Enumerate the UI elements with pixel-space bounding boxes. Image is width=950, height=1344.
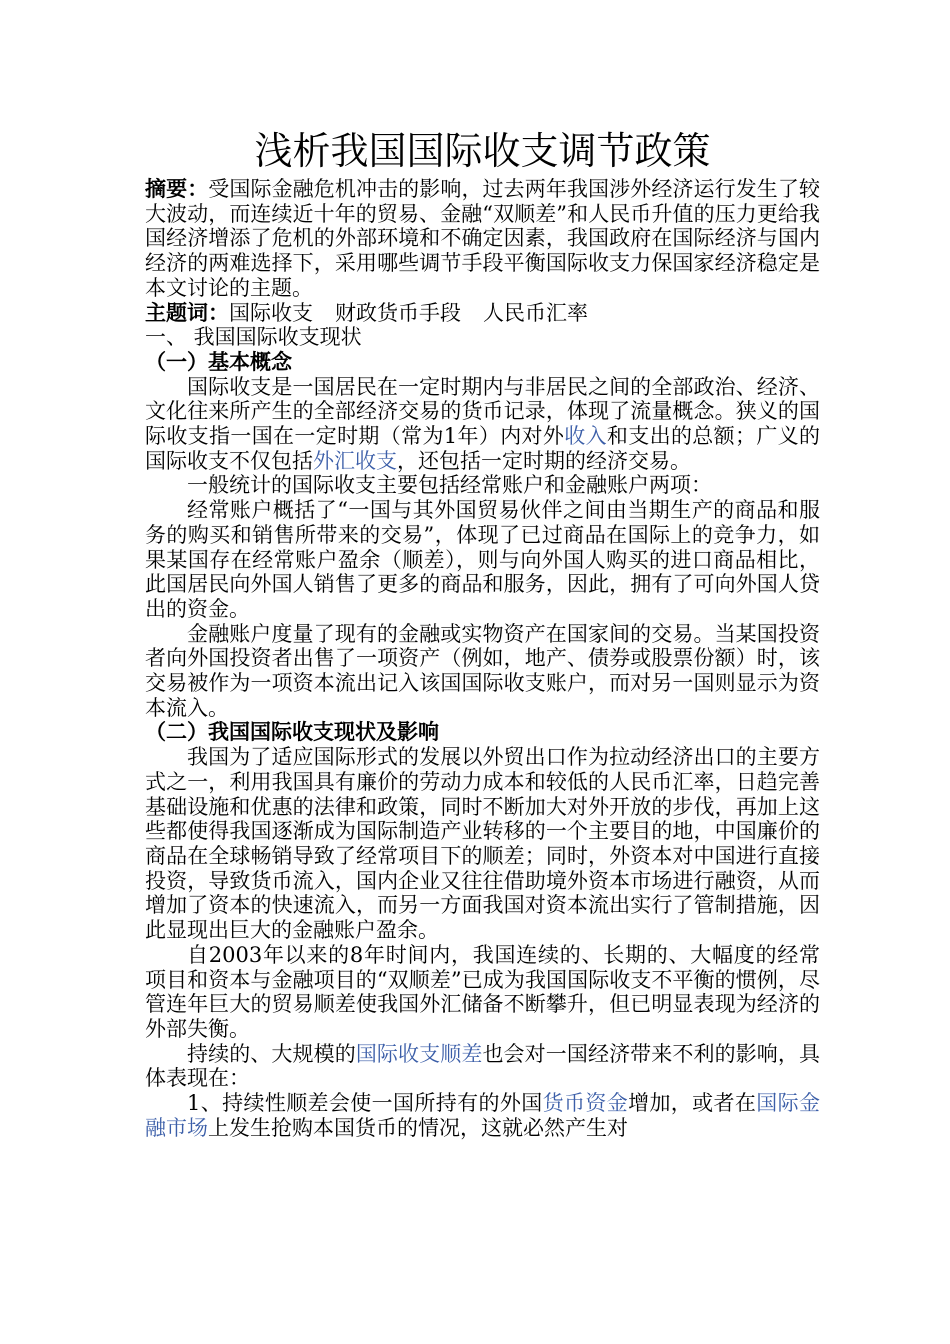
link-intl-financial-market[interactable]: 国际金融市场 [145,1091,821,1140]
document-page [145,125,820,1140]
paragraph: 我国为了适应国际形式的发展以外贸出口作为拉动经济出口的主要方式之一，利用我国具有廉价的劳动力成本和较低的人民币汇率，日趋完善基础设施和优惠的法律和政策，同时不断加大对外开放的步伐，再加上这些都使得我国逐渐成为国际制造产业转移的一个主要目的地，中国廉价的商品在全球畅销导致了经常项目下的顺差；同时，外资本对中国进行直接投资，导致货币流入，国内企业又往往借助境外资本市场进行融资，从而增加了资本的快速流入，而另一方面我国对资本流出实行了管制措施，因此显现出巨大的金融账户盈余。 [145,745,820,943]
abstract-label: 摘要： [145,176,209,201]
paragraph [145,375,820,474]
section-heading-1: 一、 我国国际收支现状 [145,325,362,350]
paragraph-text: 上发生抢购本国货币的情况，这就必然产生对 [208,1115,628,1140]
keywords [145,301,820,326]
paragraph-text: 1、持续性顺差会使一国所持有的外国 [187,1091,543,1116]
paragraph-text: 国际收支是一国居民在一定时期内与非居民之间的全部政治、经济、文化往来所产生的全部经济交易的货币记录，体现了流量概念。狭义的国际收支指一国在一定时期（常为1年）内对外 [145,374,820,449]
keyword-item: 人民币汇率 [483,300,588,325]
paragraph-text: 和支出的总额；广义的国际收支不仅包括 [145,424,821,473]
link-currency-funds[interactable]: 货币资金 [542,1091,629,1116]
paragraph-text: 持续的、大规模的 [187,1041,356,1066]
abstract-text: 受国际金融危机冲击的影响，过去两年我国涉外经济运行发生了较大波动，而连续近十年的贸易、金融“双顺差”和人民币升值的压力更给我国经济增添了危机的外部环境和不确定因素，我国政府在国际经济与国内经济的两难选择下，采用哪些调节手段平衡国际收支力保国家经济稳定是本文讨论的主题。 [145,177,821,300]
abstract [145,177,820,301]
link-bop-surplus[interactable]: 国际收支顺差 [355,1041,483,1066]
paragraph: 一般统计的国际收支主要包括经常账户和金融账户两项： [187,473,712,498]
paragraph: 经常账户概括了“一国与其外国贸易伙伴之间由当期生产的商品和服务的购买和销售所带来的交易”，体现了已过商品在国际上的竞争力，如果某国存在经常账户盈余（顺差），则与向外国人购买的进口商品相比，此国居民向外国人销售了更多的商品和服务，因此，拥有了可向外国人贷出的资金。 [145,498,820,621]
paragraph-text: ，还包括一定时期的经济交易。 [397,448,691,473]
paragraph: 自2003年以来的8年时间内，我国连续的、长期的、大幅度的经常项目和资本与金融项目的“双顺差”已成为我国国际收支不平衡的惯例，尽管连年巨大的贸易顺差使我国外汇储备不断攀升，但已明显表现为经济的外部失衡。 [145,942,820,1041]
paragraph [145,1091,820,1140]
keyword-item: 国际收支 [229,300,313,325]
document-title: 浅析我国国际收支调节政策 [254,129,711,173]
link-fx-balance[interactable]: 外汇收支 [313,448,397,473]
paragraph-text: 也会对一国经济带来不利的影响，具体表现在： [145,1041,821,1091]
paragraph [145,1042,820,1091]
paragraph-text: 增加，或者在 [628,1091,757,1116]
paragraph: 金融账户度量了现有的金融或实物资产在国家间的交易。当某国投资者向外国投资者出售了一项资产（例如，地产、债券或股票份额）时，该交易被作为一项资本流出记入该国国际收支账户，而对另一国则显示为资本流入。 [145,621,820,720]
subsection-heading-1: （一）基本概念 [145,349,292,374]
keyword-item: 财政货币手段 [335,300,461,325]
subsection-heading-2: （二）我国国际收支现状及影响 [145,720,439,745]
keywords-label: 主题词： [145,299,229,325]
link-income[interactable]: 收入 [564,424,607,449]
